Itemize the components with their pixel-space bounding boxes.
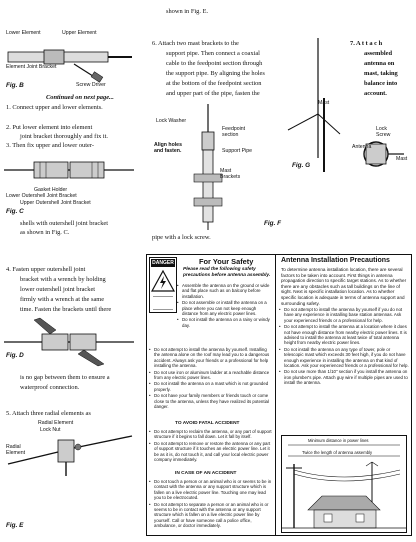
step-6-line-5: at the bottom of the feedpoint section <box>166 80 262 87</box>
safety-title: For Your Safety <box>199 257 254 266</box>
step-5: 5. Attach three radial elements as <box>6 410 91 417</box>
step-7-line-3: antenna on <box>364 60 395 67</box>
precaution-bullet: • Do not install the antenna on any type of tower, pole or telescopic mast which exceeds 30 feet high, if you do not have enough experience in installing the antenna on that kind of location. Ask your experienced friends or a professional for help. <box>279 347 409 369</box>
safety-bullet: • Do not use iron or aluminum ladder at a reachable distance from any electric power lines. <box>149 370 273 381</box>
safety-bullet: • Do not have your family members or friends touch or come close to the antenna, unless they have realized its potential danger. <box>149 393 273 409</box>
lock-washer-callout: Lock Washer <box>156 118 187 124</box>
installation-diagram <box>281 435 407 533</box>
mast-callout-bottom: Mast <box>396 156 408 162</box>
fig-c-drawing <box>4 156 134 186</box>
lower-element-callout: Lower Element <box>6 30 41 36</box>
in-case-accident-heading: IN CASE OF AN ACCIDENT <box>175 471 237 476</box>
step-6-line-6: and upper part of the pipe, fasten the <box>166 90 260 97</box>
safety-bullet: • Do not attempt to install the antenna by yourself. Installing the antenna alone on the roof may lead you to a dangerous accident. Always ask your friends or a professional for help installing the antenna. <box>149 347 273 369</box>
upper-element-callout: Upper Element <box>62 30 97 36</box>
element-joint-bracket-callout: Element Joint Bracket <box>6 64 57 70</box>
step-2-line-2: joint bracket thoroughly and fix it. <box>20 133 109 140</box>
fig-c-label: Fig. C <box>6 208 24 215</box>
house-power-line-illustration <box>282 436 406 532</box>
step-4-line-1: 4. Fasten upper outershell joint <box>6 266 86 273</box>
pipe-lock-screw: pipe with a lock screw. <box>152 234 211 241</box>
upper-outershell-callout: Upper Outershell Joint Bracket <box>20 200 91 206</box>
step-3-line-1: 3. Then fix upper and lower outer- <box>6 142 94 149</box>
step-7-line-2: assembled <box>364 50 393 57</box>
shells-line-2: as shown in Fig. C. <box>20 229 70 236</box>
fig-g-label: Fig. G <box>292 162 311 169</box>
align-holes-callout: Align holes and fasten. <box>154 142 182 154</box>
safety-intro-1: Please read the following safety <box>183 267 256 272</box>
precaution-bullet: • Do not attempt to install the antenna at a location where it does not have enough distance from nearby electric power lines. It is advised to install the antenna at least twice of total antenna height from nearby electric power lines. <box>279 324 409 346</box>
step-2-line-1: 2. Put lower element into element <box>6 124 93 131</box>
precautions-bullets <box>279 307 409 387</box>
antenna-callout: Antenna <box>352 144 372 150</box>
step-4-line-3: lower outershell joint bracket <box>20 286 96 293</box>
safety-box <box>146 254 412 536</box>
step-1: 1. Connect upper and lower elements. <box>6 104 103 111</box>
precaution-bullet: • Do not use more than 1/10" section if you install the antenna on iron plumber's pipe. Attach guy wire if multiple pipes are used to install the antenna. <box>279 369 409 385</box>
mast-brackets-callout: Mast Brackets <box>220 168 241 180</box>
shown-in-fig-e: shown in Fig. E. <box>166 8 209 15</box>
lock-nut-callout: Lock Nut <box>40 427 61 433</box>
fig-b-drawing <box>4 36 134 81</box>
step-6-line-3: cable to the feedpoint section through <box>166 60 263 67</box>
step-7-line-5: balance into <box>364 80 398 87</box>
safety-bullet: • Do not assemble or install the antenna on a place where you can not keep enough distance from any electric power lines. <box>177 300 273 316</box>
safety-bullets <box>177 283 273 329</box>
gap-line-2: waterproof connection. <box>20 384 80 391</box>
precautions-title: Antenna Installation Precautions <box>281 257 390 264</box>
lock-screw-callout: Lock Screw <box>376 126 391 138</box>
fig-b-label: Fig. B <box>6 82 24 89</box>
step-7-line-1: 7. A t t a c h <box>350 40 383 47</box>
step-4-line-2: bracket with a wrench by holding <box>20 276 106 283</box>
step-6-line-2: support pipe. Then connect a coaxial <box>166 50 260 57</box>
step-7-line-4: mast, taking <box>364 70 398 77</box>
element-callout: Element <box>6 450 26 456</box>
mast-callout-top: Mast <box>318 100 330 106</box>
safety-bullet: • Assemble the antenna on the ground or wide and flat place such as on balcony before installation. <box>177 283 273 299</box>
warning-triangle-icon <box>151 270 175 292</box>
safety-bullet: • Do not install the antenna on a rainy or windy day. <box>177 317 273 328</box>
step-4-line-4: firmly with a wrench at the same <box>20 296 105 303</box>
step-4-line-5: time. Fasten the brackets until there <box>20 306 112 313</box>
avoid-accident-heading: TO AVOID FATAL ACCIDENT <box>175 421 240 426</box>
feedpoint-section-callout: Feedpoint section <box>222 126 246 138</box>
gasket-holder-callout: Gasket Holder <box>34 187 68 193</box>
fig-d-label: Fig. D <box>6 352 24 359</box>
radial-callout: Radial <box>6 444 21 450</box>
radial-element-callout: Radial Element <box>38 420 74 426</box>
danger-small-print <box>153 296 173 310</box>
screw-driver-callout: Screw Driver <box>76 82 106 88</box>
fig-g-drawing <box>288 38 412 178</box>
lower-outershell-callout: Lower Outershell Joint Bracket <box>6 193 77 199</box>
safety-intro-2: precautions before antenna assembly. <box>183 273 271 278</box>
step-7-line-6: account. <box>364 90 387 97</box>
accident-bullet: • Do not touch a person or an animal who is or seems to be in contact with the antenna or any support structure which is fallen on a live electric power line. Touching one may lead you to be electrocuted. <box>149 479 273 501</box>
accident-bullets <box>149 479 273 530</box>
shells-line-1: shells with outershell joint bracket <box>20 220 109 227</box>
diagram-mid-caption: Twice the length of antenna assembly <box>302 450 373 455</box>
continued-note: Continued on next page... <box>46 94 114 101</box>
danger-label: DANGER <box>152 260 174 266</box>
precaution-bullet: • Do not attempt to install the antenna by yourself if you do not have any experience in installing base station antennas. Ask your experienced friends or a professional for help. <box>279 307 409 323</box>
safety-bullets-wide <box>149 347 273 410</box>
safety-bullet: • Do not install the antenna on a mast which is not grounded properly. <box>149 381 273 392</box>
danger-panel <box>149 257 177 313</box>
diagram-top-caption: Minimum distance in power lines <box>308 438 369 443</box>
section-divider <box>275 255 276 535</box>
fig-f-label: Fig. F <box>264 220 282 227</box>
precautions-intro: To determine antenna installation location, there are several factors to be taken into account. First things in antenna propagation direction to specific target stations. As to whether there are any obstacles such as tall buildings on the line of sight. Next is specific installation location. As to whether specific location is adequate in terms of antenna support and surrounding safety. <box>281 267 407 306</box>
avoid-bullet: • Do not attempt to reclaim the antenna, or any part of support structure if it begins to fall down. Let it fall by itself. <box>149 429 273 440</box>
step-6-line-1: 6. Attach two mast brackets to the <box>152 40 239 47</box>
gap-line-1: is no gap between them to ensure a <box>20 374 110 381</box>
support-pipe-callout: Support Pipe <box>222 148 252 154</box>
avoid-bullet: • Do not attempt to remove or restore the antenna or any part of support structure if it touches an electric power line. Let it be as it is, do not touch it, and call your local electric power company immediately. <box>149 441 273 463</box>
fig-e-label: Fig. E <box>6 522 24 529</box>
avoid-bullets <box>149 429 273 463</box>
step-6-line-4: the support pipe. By aligning the holes <box>166 70 265 77</box>
accident-bullet: • Do not attempt to separate a person or an animal who is or seems to be in contact with the antenna or any support structure which is fallen on a live electric power line by yourself. Call or have someone call a police office, ambulance, or doctor immediately. <box>149 502 273 529</box>
